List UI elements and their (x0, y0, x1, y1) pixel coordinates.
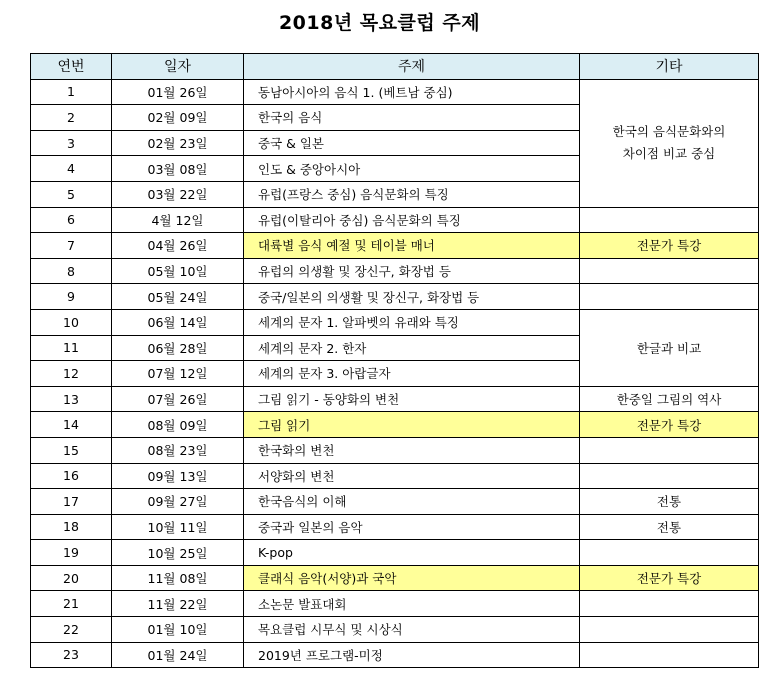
row-date: 11월 22일 (112, 591, 244, 617)
row-note: 전문가 특강 (580, 233, 759, 259)
row-date: 06월 28일 (112, 335, 244, 361)
row-topic: 유럽(이탈리아 중심) 음식문화의 특징 (244, 207, 580, 233)
row-no: 7 (31, 233, 112, 259)
row-date: 06월 14일 (112, 309, 244, 335)
row-topic: 인도 & 중앙아시아 (244, 156, 580, 182)
row-date: 09월 27일 (112, 489, 244, 515)
row-date: 08월 23일 (112, 437, 244, 463)
row-topic: 세계의 문자 3. 아랍글자 (244, 361, 580, 387)
row-date: 07월 12일 (112, 361, 244, 387)
table-row (31, 233, 759, 259)
row-no: 4 (31, 156, 112, 182)
row-note (580, 540, 759, 566)
row-date: 10월 25일 (112, 540, 244, 566)
table-row (31, 437, 759, 463)
row-no: 1 (31, 79, 112, 105)
row-date: 4월 12일 (112, 207, 244, 233)
row-no: 10 (31, 309, 112, 335)
table-row (31, 258, 759, 284)
row-date: 05월 24일 (112, 284, 244, 310)
row-no: 18 (31, 514, 112, 540)
row-no: 6 (31, 207, 112, 233)
row-note (580, 207, 759, 233)
row-date: 08월 09일 (112, 412, 244, 438)
row-no: 20 (31, 565, 112, 591)
row-no: 15 (31, 437, 112, 463)
row-note (580, 617, 759, 643)
row-no: 12 (31, 361, 112, 387)
row-note: 전통 (580, 514, 759, 540)
row-topic: 한국화의 변천 (244, 437, 580, 463)
row-no: 21 (31, 591, 112, 617)
table-row (31, 617, 759, 643)
row-note (580, 258, 759, 284)
header-note: 기타 (580, 54, 759, 80)
table-row (31, 207, 759, 233)
row-no: 2 (31, 105, 112, 131)
table-row (31, 642, 759, 668)
row-topic: 소논문 발표대회 (244, 591, 580, 617)
row-note (580, 591, 759, 617)
table-row (31, 412, 759, 438)
row-topic: 2019년 프로그램-미정 (244, 642, 580, 668)
row-date: 02월 23일 (112, 130, 244, 156)
row-topic: 중국과 일본의 음악 (244, 514, 580, 540)
row-no: 13 (31, 386, 112, 412)
table-row (31, 591, 759, 617)
row-note: 한글과 비교 (580, 309, 759, 386)
table-row (31, 489, 759, 515)
row-topic: 중국 & 일본 (244, 130, 580, 156)
row-date: 01월 24일 (112, 642, 244, 668)
row-date: 05월 10일 (112, 258, 244, 284)
row-topic: 유럽의 의생활 및 장신구, 화장법 등 (244, 258, 580, 284)
row-topic: K-pop (244, 540, 580, 566)
row-topic: 서양화의 변천 (244, 463, 580, 489)
header-no: 연번 (31, 54, 112, 80)
table-row (31, 309, 759, 335)
row-topic: 중국/일본의 의생활 및 장신구, 화장법 등 (244, 284, 580, 310)
table-header-row (31, 54, 759, 80)
row-topic: 유럽(프랑스 중심) 음식문화의 특징 (244, 181, 580, 207)
table-row (31, 463, 759, 489)
row-no: 11 (31, 335, 112, 361)
page-title: 2018년 목요클럽 주제 (278, 12, 481, 34)
row-no: 19 (31, 540, 112, 566)
row-date: 02월 09일 (112, 105, 244, 131)
row-no: 17 (31, 489, 112, 515)
row-no: 8 (31, 258, 112, 284)
row-topic: 클래식 음악(서양)과 국악 (244, 565, 580, 591)
row-date: 01월 26일 (112, 79, 244, 105)
header-topic: 주제 (244, 54, 580, 80)
row-note: 전통 (580, 489, 759, 515)
row-date: 03월 22일 (112, 181, 244, 207)
row-date: 07월 26일 (112, 386, 244, 412)
row-date: 04월 26일 (112, 233, 244, 259)
row-topic: 그림 읽기 - 동양화의 변천 (244, 386, 580, 412)
row-note: 한중일 그림의 역사 (580, 386, 759, 412)
row-topic: 그림 읽기 (244, 412, 580, 438)
row-date: 03월 08일 (112, 156, 244, 182)
row-topic: 세계의 문자 2. 한자 (244, 335, 580, 361)
row-no: 3 (31, 130, 112, 156)
row-note (580, 79, 759, 207)
row-no: 22 (31, 617, 112, 643)
row-date: 09월 13일 (112, 463, 244, 489)
row-note (580, 463, 759, 489)
table-row (31, 540, 759, 566)
row-topic: 대륙별 음식 예절 및 테이블 매너 (244, 233, 580, 259)
schedule-table (30, 53, 759, 668)
row-note (580, 284, 759, 310)
row-topic: 목요클럽 시무식 및 시상식 (244, 617, 580, 643)
row-date: 11월 08일 (112, 565, 244, 591)
row-no: 9 (31, 284, 112, 310)
row-note: 전문가 특강 (580, 412, 759, 438)
row-topic: 한국의 음식 (244, 105, 580, 131)
table-row (31, 386, 759, 412)
row-no: 23 (31, 642, 112, 668)
row-no: 5 (31, 181, 112, 207)
table-row (31, 565, 759, 591)
row-topic: 동남아시아의 음식 1. (베트남 중심) (244, 79, 580, 105)
table-row (31, 514, 759, 540)
row-topic: 한국음식의 이해 (244, 489, 580, 515)
table-row (31, 79, 759, 105)
row-no: 14 (31, 412, 112, 438)
row-topic: 세계의 문자 1. 알파벳의 유래와 특징 (244, 309, 580, 335)
row-no: 16 (31, 463, 112, 489)
row-note (580, 437, 759, 463)
note-text: 한국의 음식문화와의 차이점 비교 중심 (612, 124, 726, 162)
row-note (580, 642, 759, 668)
row-date: 01월 10일 (112, 617, 244, 643)
table-row (31, 284, 759, 310)
header-date: 일자 (112, 54, 244, 80)
row-date: 10월 11일 (112, 514, 244, 540)
row-note: 전문가 특강 (580, 565, 759, 591)
